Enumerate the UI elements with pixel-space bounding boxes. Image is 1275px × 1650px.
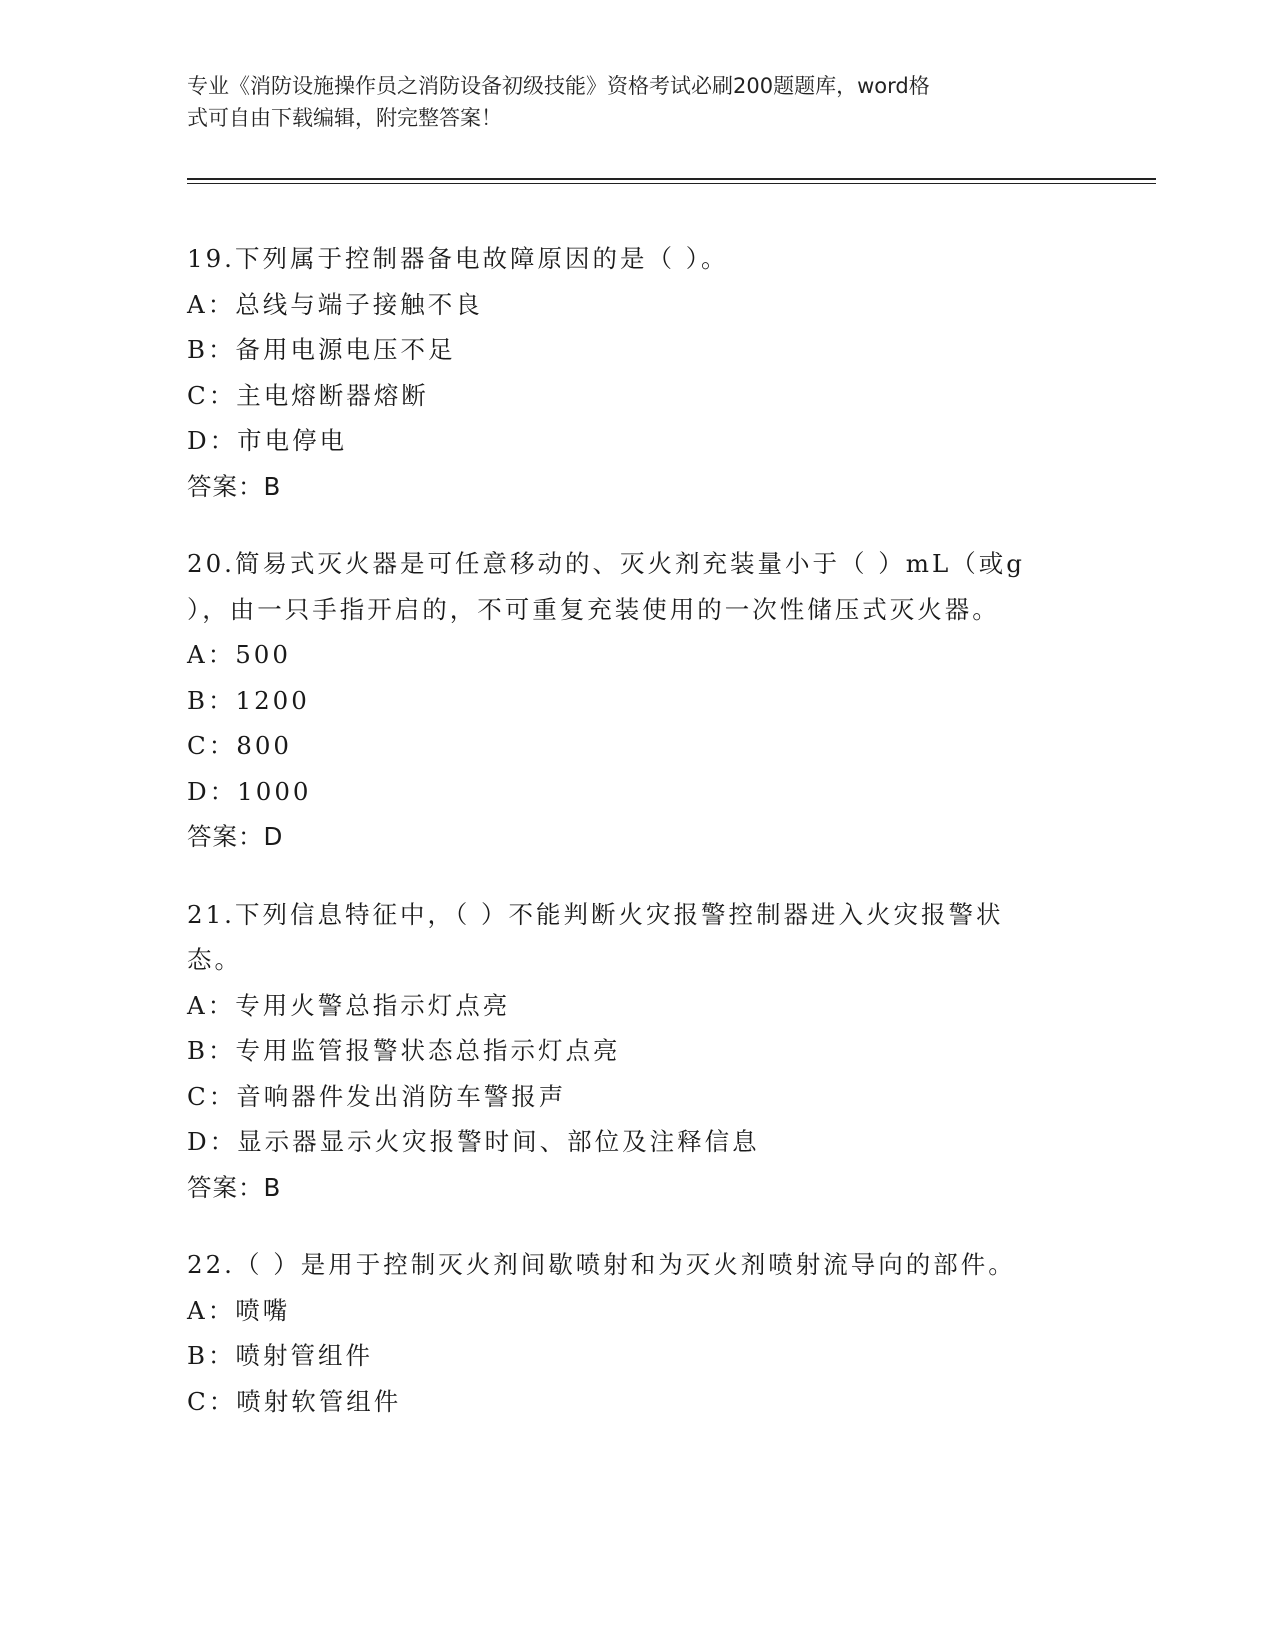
option-b: B：喷射管组件 [187,1341,374,1370]
question-stem: 22.（ ）是用于控制灭火剂间歇喷射和为灭火剂喷射流导向的部件。 [187,1250,1016,1279]
answer-label: 答案：B [187,1172,282,1202]
option-c: C：800 [187,731,293,760]
option-d: D：显示器显示火灾报警时间、部位及注释信息 [187,1127,760,1156]
option-b: B：专用监管报警状态总指示灯点亮 [187,1036,621,1065]
question-stem: 20.简易式灭火器是可任意移动的、灭火剂充装量小于（ ）mL（或g [187,549,1025,578]
header-line-1: 专业《消防设施操作员之消防设备初级技能》资格考试必刷200题题库，word格 [187,74,930,98]
document-header [187,70,1087,134]
option-a: A：总线与端子接触不良 [187,289,483,319]
option-c: C：音响器件发出消防车警报声 [187,1081,567,1111]
answer-label: 答案：B [187,471,282,501]
option-a: A：专用火警总指示灯点亮 [187,990,511,1020]
option-b: B：1200 [187,685,310,715]
option-b: B：备用电源电压不足 [187,335,456,364]
question-stem: 19.下列属于控制器备电故障原因的是（ ）。 [187,244,729,273]
header-divider-thin [187,183,1156,184]
question-list [187,236,1087,1456]
option-d: D：市电停电 [187,426,348,455]
question-20 [187,541,1087,860]
option-a: A：500 [187,640,291,669]
question-stem-continued: 态。 [187,945,242,974]
question-22 [187,1242,1087,1424]
header-line-2: 式可自由下载编辑，附完整答案！ [187,106,502,130]
option-c: C：喷射软管组件 [187,1386,402,1416]
question-stem-continued: ），由一只手指开启的，不可重复充装使用的一次性储压式灭火器。 [187,594,1000,624]
question-21 [187,892,1087,1211]
question-stem: 21.下列信息特征中，（ ）不能判断火灾报警控制器进入火灾报警状 [187,899,1004,929]
option-c: C：主电熔断器熔断 [187,380,429,410]
answer-label: 答案：D [187,822,284,851]
header-divider-thick [187,178,1156,180]
question-19 [187,236,1087,509]
option-d: D：1000 [187,776,312,806]
option-a: A：喷嘴 [187,1295,291,1325]
